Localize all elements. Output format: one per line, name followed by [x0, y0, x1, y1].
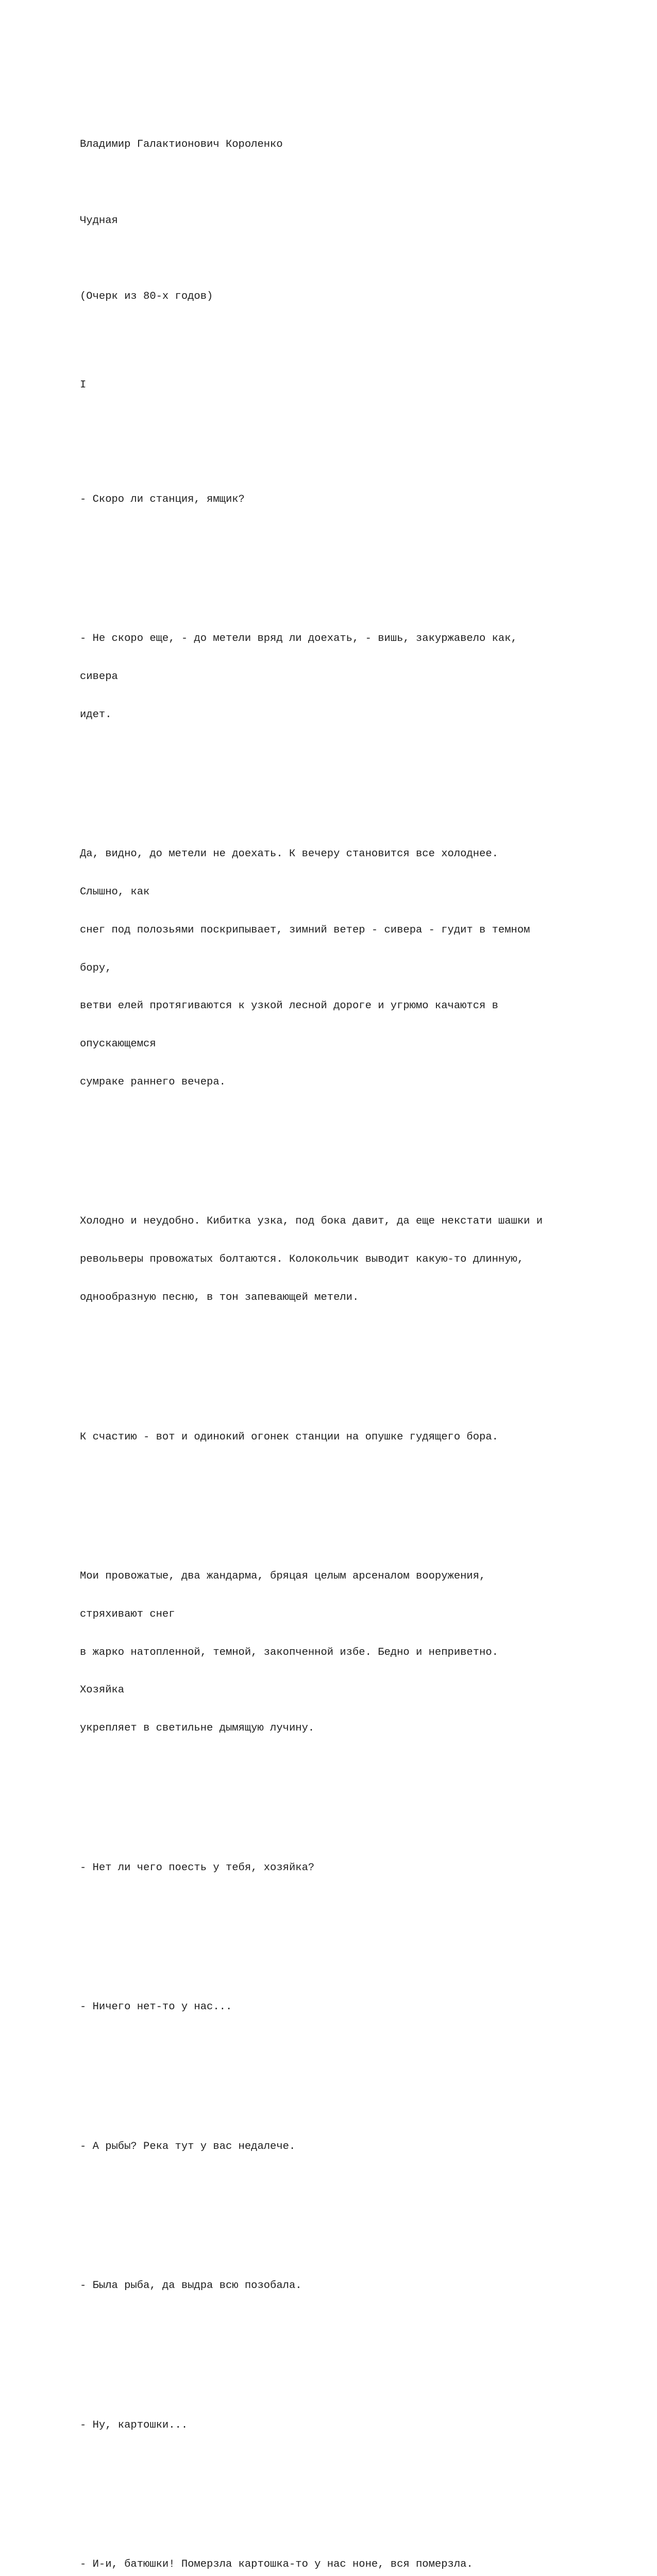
text-line: однообразную песню, в тон запевающей метели.	[80, 1292, 359, 1304]
text-line: в жарко натопленной, темной, закопченной избе. Бедно и неприветно.	[80, 1646, 498, 1658]
paragraph	[80, 2115, 636, 2179]
text-line: Холодно и неудобно. Кибитка узка, под бока давит, да еще некстати шашки и	[80, 1215, 543, 1228]
paragraph	[80, 2394, 636, 2458]
paragraph	[80, 1190, 636, 1330]
paragraph	[80, 2255, 636, 2318]
story-subtitle: (Очерк из 80-х годов)	[80, 291, 213, 303]
author-name: Владимир Галактионович Короленко	[80, 139, 283, 151]
text-line: револьверы провожатых болтаются. Колокольчик выводит какую-то длинную,	[80, 1253, 524, 1266]
text-line: опускающемся	[80, 1038, 156, 1050]
paragraph	[80, 1976, 636, 2039]
text-line: - Ничего нет-то у нас...	[80, 2001, 232, 2013]
text-line: сивера	[80, 670, 118, 683]
text-line: снег под полозьями поскрипывает, зимний ветер - сивера - гудит в темном	[80, 924, 530, 936]
text-line: Да, видно, до метели не доехать. К вечеру становится все холоднее.	[80, 848, 498, 860]
text-line: идет.	[80, 708, 112, 721]
text-line: стряхивают снег	[80, 1608, 175, 1620]
text-line: Мои провожатые, два жандарма, бряцая целым арсеналом вооружения,	[80, 1570, 486, 1583]
text-line: Хозяйка	[80, 1684, 125, 1697]
paragraph	[80, 1545, 636, 1760]
text-line: - Не скоро еще, - до метели вряд ли доехать, - вишь, закуржавело как,	[80, 633, 517, 645]
text-line: - Нет ли чего поесть у тебя, хозяйка?	[80, 1861, 315, 1874]
paragraph	[80, 823, 636, 1114]
paragraph	[80, 468, 636, 531]
paragraph	[80, 2533, 636, 2576]
text-line: - И-и, батюшки! Померзла картошка-то у нас ноне, вся померзла.	[80, 2558, 473, 2571]
text-line: укрепляет в светильне дымящую лучину.	[80, 1722, 315, 1735]
text-line: К счастию - вот и одинокий огонек станции на опушке гудящего бора.	[80, 1431, 498, 1443]
text-line: Слышно, как	[80, 886, 150, 899]
paragraph	[80, 1405, 636, 1469]
story-title: Чудная	[80, 214, 118, 227]
text-line: - Ну, картошки...	[80, 2419, 188, 2431]
text-line: - Была рыба, да выдра всю позобала.	[80, 2280, 302, 2292]
paragraph	[80, 607, 636, 747]
text-line: - Скоро ли станция, ямщик?	[80, 493, 245, 505]
document-text	[80, 113, 636, 2576]
text-line: сумраке раннего вечера.	[80, 1076, 226, 1088]
text-line: ветви елей протягиваются к узкой лесной дороге и угрюмо качаются в	[80, 1000, 498, 1012]
text-line: бору,	[80, 962, 112, 974]
paragraph	[80, 1837, 636, 1900]
text-line: - А рыбы? Река тут у вас недалече.	[80, 2140, 296, 2153]
chapter-heading: I	[80, 379, 87, 392]
